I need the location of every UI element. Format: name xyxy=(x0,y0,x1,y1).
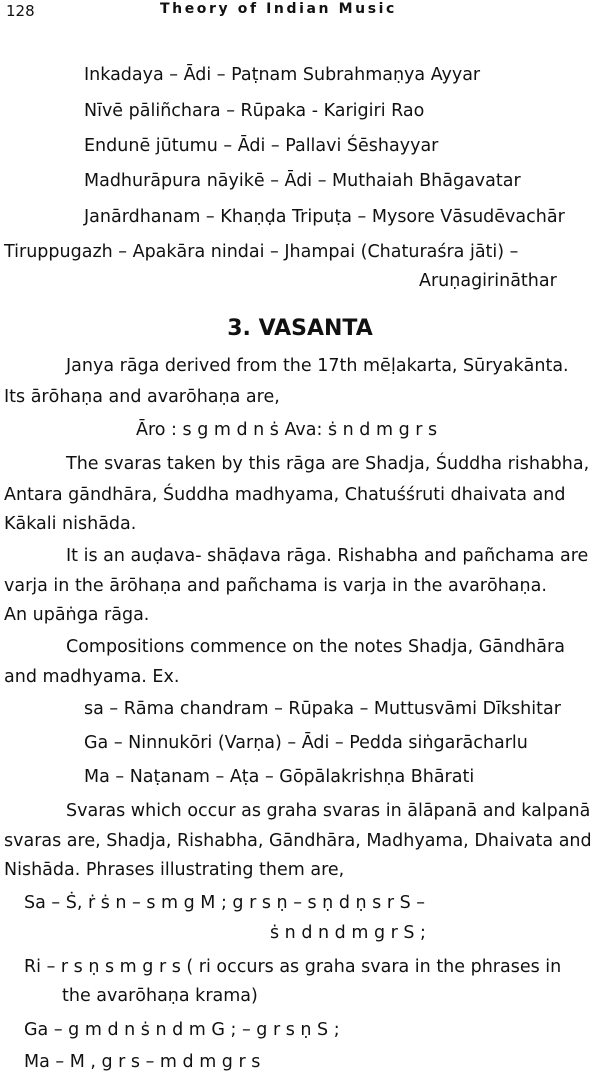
composition-line: Aruṇagirināthar xyxy=(419,271,557,291)
paragraph-line: Kākali nishāda. xyxy=(4,514,137,534)
section-title: 3. VASANTA xyxy=(227,316,373,341)
paragraph-line: Its ārōhaṇa and avarōhaṇa are, xyxy=(4,387,280,407)
paragraph-line: Janya rāga derived from the 17th mēḷakarta, Sūryakānta. xyxy=(66,356,569,376)
composition-line: Nīvē pāliñchara – Rūpaka - Karigiri Rao xyxy=(84,101,425,121)
example-composition: sa – Rāma chandram – Rūpaka – Muttusvāmi Dīkshitar xyxy=(84,699,561,719)
phrase-line: Ga – g m d n ṡ n d m G ; – g r s ṇ S ; xyxy=(24,1020,340,1040)
running-title: Theory of Indian Music xyxy=(160,1,397,17)
paragraph-line: Antara gāndhāra, Śuddha madhyama, Chatuśśruti dhaivata and xyxy=(4,485,566,505)
paragraph-line: It is an auḍava- shāḍava rāga. Rishabha and pañchama are xyxy=(66,546,589,566)
phrase-line: Ri – r s ṇ s m g r s ( ri occurs as graha svara in the phrases in xyxy=(24,957,562,977)
example-composition: Ma – Naṭanam – Aṭa – Gōpālakrishṇa Bhārati xyxy=(84,767,475,787)
phrase-line: Ma – M , g r s – m d m g r s xyxy=(24,1052,261,1072)
phrase-line: ṡ n d n d m g r S ; xyxy=(270,923,426,943)
composition-line: Tiruppugazh – Apakāra nindai – Jhampai (Chaturaśra jāti) – xyxy=(4,242,519,262)
example-composition: Ga – Ninnukōri (Varṇa) – Ādi – Pedda siṅgarācharlu xyxy=(84,733,528,753)
paragraph-line: svaras are, Shadja, Rishabha, Gāndhāra, Madhyama, Dhaivata and xyxy=(4,831,592,851)
paragraph-line: and madhyama. Ex. xyxy=(4,667,180,687)
composition-line: Madhurāpura nāyikē – Ādi – Muthaiah Bhāgavatar xyxy=(84,171,521,191)
composition-line: Endunē jūtumu – Ādi – Pallavi Śēshayyar xyxy=(84,136,439,156)
page-number: 128 xyxy=(6,2,35,20)
paragraph-line: The svaras taken by this rāga are Shadja, Śuddha rishabha, xyxy=(66,454,590,474)
phrase-line: Sa – Ṡ, ṙ ṡ n – s m g M ; g r s ṇ – s ṇ d ṇ s r S – xyxy=(24,893,426,913)
paragraph-line: varja in the ārōhaṇa and pañchama is varja in the avarōhaṇa. xyxy=(4,576,547,596)
paragraph-line: An upāṅga rāga. xyxy=(4,605,150,625)
paragraph-line: Nishāda. Phrases illustrating them are, xyxy=(4,860,345,880)
composition-line: Janārdhanam – Khaṇḍa Tripuṭa – Mysore Vāsudēvachār xyxy=(84,207,565,227)
phrase-line: the avarōhaṇa krama) xyxy=(62,986,258,1006)
paragraph-line: Svaras which occur as graha svaras in ālāpanā and kalpanā xyxy=(66,801,591,821)
paragraph-line: Compositions commence on the notes Shadja, Gāndhāra xyxy=(66,637,565,657)
arohana-avarohana: Āro : s g m d n ṡ Ava: ṡ n d m g r s xyxy=(136,420,438,440)
composition-line: Inkadaya – Ādi – Paṭnam Subrahmaṇya Ayyar xyxy=(84,65,481,85)
